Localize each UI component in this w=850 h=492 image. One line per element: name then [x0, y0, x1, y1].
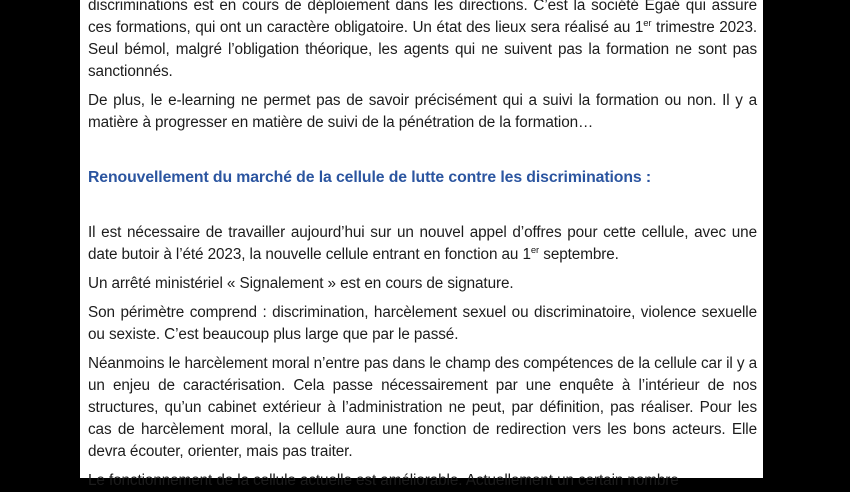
text-run: discriminations est en cours de déploiement dans les directions. C’est la société Egaé qui assure ces formations, qui ont un caractère obligatoire. Un état des lieux sera réalisé au 1 [88, 0, 757, 36]
text-run: Le fonctionnement de la cellule actuelle est améliorable. Actuellement un certain nombre [88, 472, 679, 489]
body-paragraph [88, 470, 757, 492]
document-page [80, 0, 763, 489]
body-paragraph [88, 273, 757, 295]
section-heading [88, 167, 757, 189]
superscript-run: er [643, 17, 652, 29]
body-paragraph [88, 302, 757, 346]
body-paragraph [88, 0, 757, 83]
text-run: septembre. [539, 246, 619, 263]
body-paragraph [88, 90, 757, 134]
text-run: Son périmètre comprend : discrimination, harcèlement sexuel ou discriminatoire, violence sexuelle ou sexiste. C’est beaucoup plus large que par le passé. [88, 304, 757, 343]
text-run: Renouvellement du marché de la cellule de lutte contre les discriminations : [88, 169, 652, 186]
body-paragraph [88, 353, 757, 463]
text-run: De plus, le e-learning ne permet pas de savoir précisément qui a suivi la formation ou non. Il y a matière à progresser en matière de suivi de la pénétration de la formation… [88, 92, 757, 131]
text-run: Un arrêté ministériel « Signalement » est en cours de signature. [88, 275, 514, 292]
letterbox-bar-right [763, 0, 850, 478]
body-paragraph [88, 222, 757, 266]
text-run: trimestre 2023. Seul bémol, malgré l’obligation théorique, les agents qui ne suivent pas la formation ne sont pas sanctionnés. [88, 19, 758, 80]
document-content [80, 0, 763, 492]
superscript-run: er [530, 244, 540, 256]
text-run: Néanmoins le harcèlement moral n’entre pas dans le champ des compétences de la cellule car il y a un enjeu de caractérisation. Cela passe nécessairement par une enquête à l’intérieur de nos structures, qu’un cabinet extérieur à l’administration ne peut, par définition, pas réaliser. Pour les cas de harcèlement moral, la cellule aura une fonction de redirection vers les bons acteurs. Elle devra écouter, orienter, mais pas traiter. [88, 355, 757, 460]
letterbox-bar-left [0, 0, 80, 478]
text-run: Il est nécessaire de travailler aujourd’hui sur un nouvel appel d’offres pour cette cellule, avec une date butoir à l’été 2023, la nouvelle cellule entrant en fonction au 1 [88, 224, 757, 263]
